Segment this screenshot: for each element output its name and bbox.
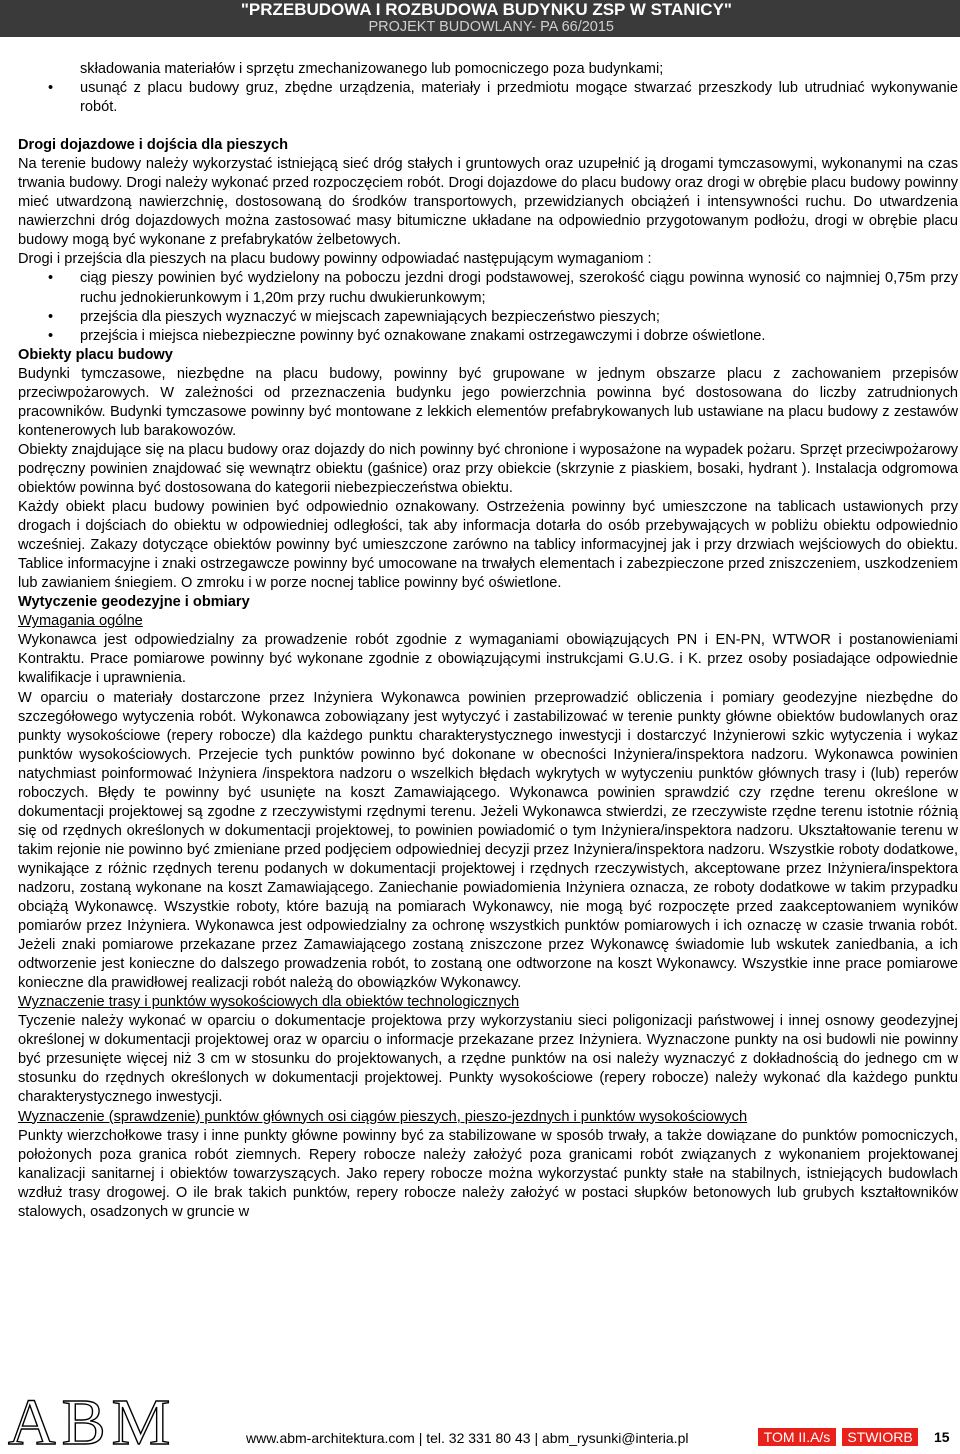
paragraph: Punkty wierzchołkowe trasy i inne punkty główne powinny być za stabilizowane w sposób trwały, a także dowiązane do punktów pomocniczych, położonych poza granica robót ziemnych. Repery robocze należy założyć poza granicami robót związanych z wykonaniem projektowanej kanalizacji sanitarnej i obiektów towarzyszących. Jako repery robocze można wykorzystać punkty stałe na stabilnych, istniejących budowlach wzdłuż trasy drogowej. O ile brak takich punktów, repery robocze należy założyć w postaci słupków betonowych lub grubych kształtowników stalowych, osadzonych w gruncie w [18,1127,958,1220]
document-body [18,60,958,1222]
intro-bullet-list [18,79,958,117]
document-header [0,0,960,37]
stwiorb-badge: STWIORB [842,1428,918,1446]
paragraph: Wykonawca jest odpowiedzialny za prowadzenie robót zgodnie z wymaganiami obowiązujących PN i EN-PN, WTWOR i postanowieniami Kontraktu. Prace pomiarowe powinny być wykonane zgodnie z obowiązującymi instrukcjami G.U.G. i K. przez osoby posiadające odpowiednie kwalifikacje i uprawnienia. [18,632,958,687]
intro-line: składowania materiałów i sprzętu zmechanizowanego lub pomocniczego poza budynkami; [80,61,664,77]
page-footer [0,1380,960,1454]
section-heading-geodesy: Wytyczenie geodezyjne i obmiary [18,594,250,611]
volume-badge: TOM II.A/s [758,1428,836,1446]
bullet-item: • ciąg pieszy powinien być wydzielony na poboczu jezdni drogi podstawowej, szerokość ciągu powinna wynosić co najmniej 0,75m przy ruchu jednokierunkowym i 1,20m przy ruchu dwukierunkowym; [18,269,958,307]
footer-contact: www.abm-architektura.com | tel. 32 331 80 43 | abm_rysunki@interia.pl [246,1430,689,1446]
subheading-route-marking: Wyznaczenie trasy i punktów wysokościowych dla obiektów technologicznych [18,994,520,1011]
subheading-general-requirements: Wymagania ogólne [18,613,143,630]
paragraph: Budynki tymczasowe, niezbędne na placu budowy, powinny być grupowane w jednym obszarze placu z zachowaniem przepisów przeciwpożarowych. W zależności od przeznaczenia budynku jego powierzchnia powinna być dostosowana do liczby zatrudnionych pracowników. Budynki tymczasowe powinny być montowane z lekkich elementów prefabrykowanych lub ustawiane na placu budowy z zestawów kontenerowych lub barakowozów. [18,365,958,439]
section-heading-roads: Drogi dojazdowe i dojścia dla pieszych [18,137,289,154]
paragraph: Drogi i przejścia dla pieszych na placu budowy powinny odpowiadać następującym wymaganiom : [18,251,652,268]
requirements-bullet-list [18,269,958,345]
paragraph: Tyczenie należy wykonać w oparciu o dokumentacje projektowa przy wykorzystaniu sieci poligonizacji państwowej i innej osnowy geodezyjnej określonej w dokumentacji projektowej oraz w oparciu o informacje przekazane przez Inżyniera. Wyznaczone punkty na osi budowli nie powinny być przesunięte więcej niż 3 cm w stosunku do projektowanych, a rzędne punktów na osi należy wyznaczyć z dokładnością do jednego cm w stosunku do rzędnych określonych w dokumentacji projektowej. Punkty wysokościowe (repery robocze) należy wykonać dla każdego punktu charakterystycznego inwestycji. [18,1013,958,1106]
abm-logo [6,1382,206,1454]
paragraph: Na terenie budowy należy wykorzystać istniejącą sieć dróg stałych i gruntowych oraz uzupełnić ją drogami tymczasowymi, wykonanymi na czas trwania budowy. Drogi należy wykonać przed rozpoczęciem robót. Drogi dojazdowe do placu budowy oraz drogi w obrębie placu budowy powinny mieć utwardzoną nawierzchnię, dostosowaną do środków transportowych, przewidzianych obciążeń i intensywności ruchu. Do utwardzenia nawierzchni dróg dojazdowych można zastosować masy bitumiczne układane na odpowiednio przygotowanym podłożu, drogi w obrębie placu budowy mogą być wykonane z prefabrykatów żelbetowych. [18,156,958,249]
document-subtitle: PROJEKT BUDOWLANY- PA 66/2015 [368,19,614,35]
bullet-item: • przejścia dla pieszych wyznaczyć w miejscach zapewniających bezpieczeństwo pieszych; [18,308,958,327]
paragraph: Każdy obiekt placu budowy powinien być odpowiednio oznakowany. Ostrzeżenia powinny być umieszczone na tablicach ustawionych przy drogach i dojściach do obiektu w odpowiedniej odległości, tak aby informacja dotarła do osób przebywających w pobliżu obiektu odpowiednio wcześniej. Zakazy dotyczące obiektów powinny być umieszczone zarówno na tablicy informacyjnej jak i przy drzwiach wejściowych do obiektu. Tablice informacyjne i znaki ostrzegawcze powinny być umocowane na trwałych elementach i zabezpieczone przed zniszczeniem, uszkodzeniem lub zawianiem śniegiem. O zmroku i w porze nocnej tablice powinny być oświetlone. [18,499,958,592]
section-heading-site-objects: Obiekty placu budowy [18,346,173,363]
page-number: 15 [934,1429,950,1445]
document-title: "PRZEBUDOWA I ROZBUDOWA BUDYNKU ZSP W STANICY" [240,0,732,19]
bullet-item: • przejścia i miejsca niebezpieczne powinny być oznakowane znakami ostrzegawczymi i dobrze oświetlone. [18,327,958,346]
paragraph: Obiekty znajdujące się na placu budowy oraz dojazdy do nich powinny być chronione i wyposażone na wypadek pożaru. Sprzęt przeciwpożarowy podręczny powinien znajdować się wewnątrz obiektu (gaśnice) oraz przy obiekcie (skrzynie z piaskiem, bosaki, hydrant ). Instalacja odgromowa obiektów powinna być dostosowana do kategorii niebezpieczeństwa obiektu. [18,441,958,496]
svg-text:ABM: ABM [8,1386,177,1454]
bullet-item: • usunąć z placu budowy gruz, zbędne urządzenia, materiały i przedmiotu mogące stwarzać przeszkody lub utrudniać wykonywanie robót. [18,79,958,117]
paragraph: W oparciu o materiały dostarczone przez Inżyniera Wykonawca powinien przeprowadzić obliczenia i pomiary geodezyjne niezbędne do szczegółowego wytyczenia robót. Wykonawca zobowiązany jest wytyczyć i zastabilizować w terenie punkty główne obiektów budowlanych oraz punkty wysokościowe (repery robocze) dla każdego punktu charakterystycznego inwestycji i dostarczyć Inżynierowi szkic wytyczenia i wykaz punktów wysokościowych. Przejecie tych punktów powinno być dokonane w obecności Inżyniera/inspektora nadzoru. Wykonawca powinien natychmiast poinformować Inżyniera /inspektora nadzoru o wszelkich błędach wykrytych w wytyczeniu punktów głównych trasy i (lub) reperów roboczych. Błędy te powinny być usunięte na koszt Zamawiającego. Wykonawca powinien sprawdzić czy rzędne terenu określone w dokumentacji projektowej są zgodne z rzeczywistymi rzędnymi terenu. Jeżeli Wykonawca stwierdzi, ze rzeczywiste rzędne terenu istotnie różnią się od rzędnych określonych w dokumentacji projektowej, to powinien powiadomić o tym Inżyniera/inspektora nadzoru. Ukształtowanie terenu w takim rejonie nie powinno być zmieniane przed podjęciem odpowiedniej decyzji przez Inżyniera/inspektora nadzoru. Wszystkie roboty dodatkowe, wynikające z różnic rzędnych terenu podanych w dokumentacji projektowej i rzędnych rzeczywistych, akceptowane przez Inżyniera/inspektora nadzoru, zostaną wykonane na koszt Zamawiającego. Zaniechanie powiadomienia Inżyniera oznacza, ze roboty dodatkowe w takim przypadku obciążą Wykonawcę. Wszystkie roboty, które bazują na pomiarach Wykonawcy, nie mogą być rozpoczęte przed zaakceptowaniem wyników pomiarów przez Inżyniera. Wykonawca jest odpowiedzialny za ochronę wszystkich punktów pomiarowych i ich oznaczę w czasie trwania robót. Jeżeli znaki pomiarowe przekazane przez Zamawiającego zostaną zniszczone przez Wykonawcę świadomie lub wskutek zaniedbania, a ich odtworzenie jest konieczne do dalszego prowadzenia robót, to zostaną one odtworzone na koszt Wykonawcy. Wszystkie inne prace pomiarowe konieczne dla prawidłowej realizacji robót należą do obowiązków Wykonawcy. [18,689,958,992]
subheading-main-points: Wyznaczenie (sprawdzenie) punktów głównych osi ciągów pieszych, pieszo-jezdnych i punktów wysokościowych [18,1108,748,1125]
